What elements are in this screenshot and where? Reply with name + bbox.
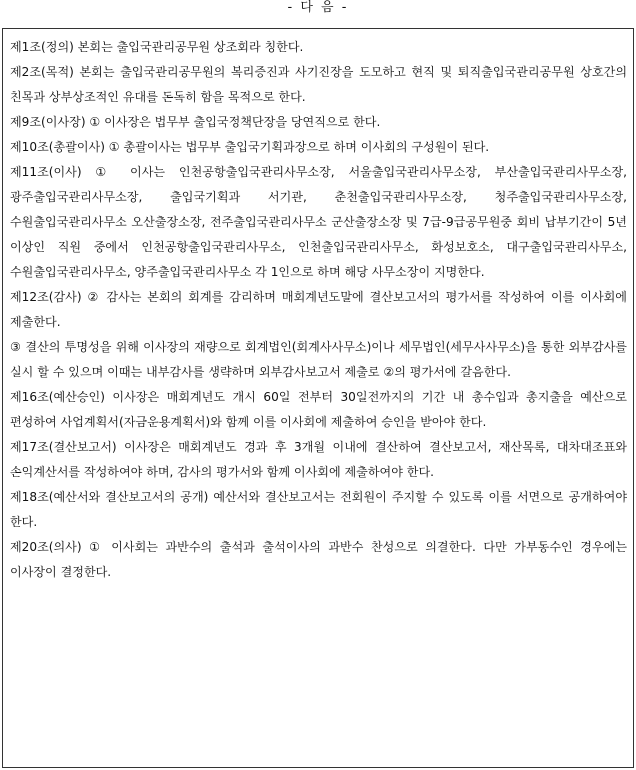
article-16-budget-approval: 제16조(예산승인) 이사장은 매회계년도 개시 60일 전부터 30일전까지의 기간 내 총수입과 총지출을 예산으로 편성하여 사업계획서(자금운용계획서)와 함께 이를 이사회에 제출하여 승인을 받아야 한다.: [10, 390, 627, 429]
article-9-chairman: 제9조(이사장) ① 이사장은 법무부 출입국정책단장을 당연직으로 한다.: [10, 115, 381, 129]
article-12-clause-3: ③ 결산의 투명성을 위해 이사장의 재량으로 회계법인(회계사사무소)이나 세무법인(세무사사무소)을 통한 외부감사를 실시 할 수 있으며 이때는 내부감사를 생략하며 외부감사보고서 제출로 ②의 평가서에 갈음한다.: [10, 340, 627, 379]
article-12-auditor: 제12조(감사) ② 감사는 본회의 회계를 감리하며 매회계년도말에 결산보고서의 평가서를 작성하여 이를 이사회에 제출한다.: [10, 290, 627, 329]
article-17-settlement-report: 제17조(결산보고서) 이사장은 매회계년도 경과 후 3개월 이내에 결산하여 결산보고서, 재산목록, 대차대조표와 손익계산서를 작성하여야 하며, 감사의 평가서와 함께 이사회에 제출하여야 한다.: [10, 440, 627, 479]
article-2-purpose: 제2조(목적) 본회는 출입국관리공무원의 복리증진과 사기진장을 도모하고 현직 및 퇴직출입국관리공무원 상호간의 친목과 상부상조적인 유대를 돈독히 함을 목적으로 한다.: [10, 65, 627, 104]
articles-box: [2, 28, 634, 768]
document-heading: - 다 음 -: [287, 0, 349, 15]
article-18-disclosure: 제18조(예산서와 결산보고서의 공개) 예산서와 결산보고서는 전회원이 주지할 수 있도록 이를 서면으로 공개하여야 한다.: [10, 490, 627, 529]
article-20-proceedings: 제20조(의사) ① 이사회는 과반수의 출석과 출석이사의 과반수 찬성으로 의결한다. 다만 가부동수인 경우에는 이사장이 결정한다.: [10, 540, 627, 579]
article-10-general-director: 제10조(총괄이사) ① 총괄이사는 법무부 출입국기획과장으로 하며 이사회의 구성원이 된다.: [10, 140, 490, 154]
article-1-definition: 제1조(정의) 본회는 출입국관리공무원 상조회라 칭한다.: [10, 40, 304, 54]
article-11-directors: 제11조(이사) ① 이사는 인천공항출입국관리사무소장, 서울출입국관리사무소장, 부산출입국관리사무소장, 광주출입국관리사무소장, 출입국기획과 서기관, 춘천출입국관리사무소장, 청주출입국관리사무소장, 수원출입국관리사무소 오산출장소장, 전주출입국관리사무소 군산출장소장 및 7급-9급공무원중 회비 납부기간이 5년 이상인 직원 중에서 인천공항출입국관리사무소, 인천출입국관리사무소, 화성보호소, 대구출입국관리사무소, 수원출입국관리사무소, 양주출입국관리사무소 각 1인으로 하며 해당 사무소장이 지명한다.: [10, 165, 627, 279]
